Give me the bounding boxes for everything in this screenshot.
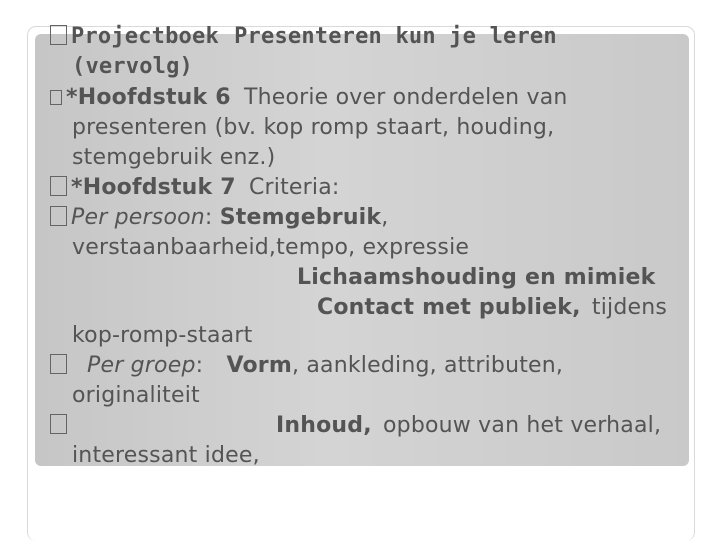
- chapter8-label: *Hoofdstuk 8: [71, 503, 236, 528]
- criterion-lichaamshouding: Lichaamshouding en mimiek: [297, 265, 656, 290]
- title-projectboek: Projectboek: [71, 24, 219, 49]
- chapter6-continuation: presenteren (bv. kop romp staart, houding,: [72, 115, 555, 140]
- chapter6-line: [50, 83, 568, 113]
- bullet-icon: [50, 176, 67, 196]
- bullet-icon: [50, 206, 67, 226]
- bullet-icon: [50, 354, 67, 374]
- chapter8-text: Evaluatie proces en product, en: [248, 503, 605, 528]
- per-persoon-continuation: verstaanbaarheid,tempo, expressie: [72, 235, 470, 260]
- bullet-icon: [50, 25, 67, 45]
- bullet-icon: [50, 504, 67, 524]
- criterion-inhoud: Inhoud, opbouw van het verhaal,: [276, 413, 662, 438]
- per-persoon-line: Per persoon: Stemgebruik,: [50, 203, 388, 233]
- chapter7-label: *Hoofdstuk 7: [71, 175, 236, 200]
- inhoud-line: [50, 411, 71, 441]
- bullet-icon: [50, 414, 67, 434]
- criterion-contact: Contact met publiek, tijdens: [317, 295, 668, 320]
- criterion-vorm: Vorm: [226, 353, 292, 378]
- chapter8-line: [50, 501, 605, 531]
- per-groep-continuation: originaliteit: [72, 383, 200, 408]
- per-groep-label: Per groep: [87, 353, 196, 378]
- chapter6-label: *Hoofdstuk 6: [66, 85, 231, 110]
- chapter6-text: Theorie over onderdelen van: [243, 85, 568, 110]
- title-line: [50, 22, 557, 52]
- bullet-icon: [50, 90, 62, 105]
- per-persoon-label: Per persoon: [71, 205, 205, 230]
- kop-romp-staart: kop-romp-staart: [72, 323, 253, 348]
- chapter7-line: [50, 173, 339, 203]
- chapter6-continuation: stemgebruik enz.): [72, 145, 276, 170]
- title-main: Presenteren kun je leren: [234, 24, 557, 49]
- criterion-stemgebruik: Stemgebruik: [219, 205, 382, 230]
- inhoud-continuation: interessant idee,: [72, 443, 260, 468]
- chapter7-text: Criteria:: [248, 175, 340, 200]
- title-vervolg: (vervolg): [72, 54, 194, 79]
- per-groep-line: Per groep: Vorm, aankleding, attributen,: [50, 351, 563, 381]
